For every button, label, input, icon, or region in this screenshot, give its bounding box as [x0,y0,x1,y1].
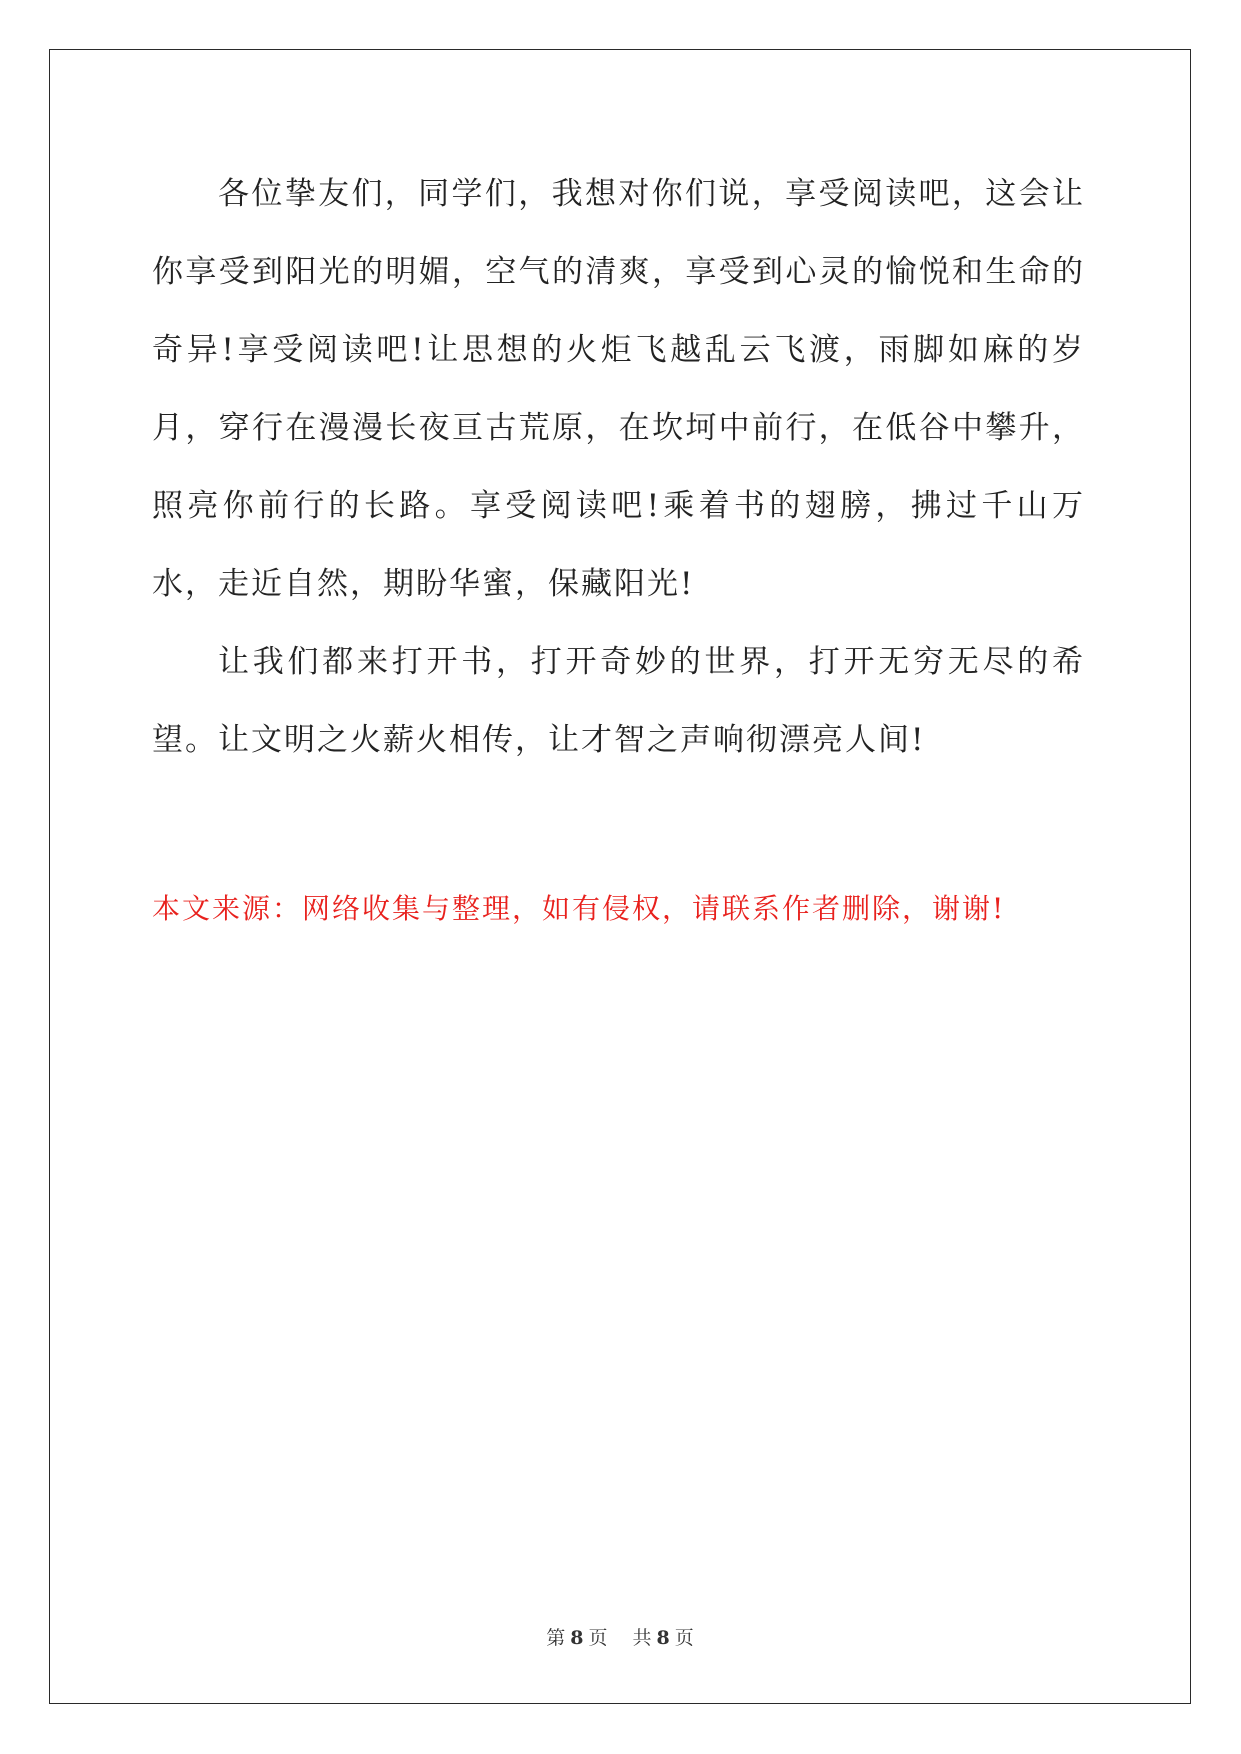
footer-page-unit: 页 [588,1627,609,1649]
body-paragraph-2: 让我们都来打开书，打开奇妙的世界，打开无穷无尽的希望。让文明之火薪火相传，让才智之声响彻漂亮人间! [152,644,1085,758]
footer-total-pages: 8 [656,1627,671,1649]
footer-total-unit: 页 [674,1627,695,1649]
footer-page-number: 8 [570,1627,585,1649]
footer-page-prefix: 第 [546,1627,567,1649]
body-paragraph-1: 各位挚友们，同学们，我想对你们说，享受阅读吧，这会让你享受到阳光的明媚，空气的清爽，享受到心灵的愉悦和生命的奇异!享受阅读吧!让思想的火炬飞越乱云飞渡，雨脚如麻的岁月，穿行在漫漫长夜亘古荒原，在坎坷中前行，在低谷中攀升，照亮你前行的长路。享受阅读吧!乘着书的翅膀，拂过千山万水，走近自然，期盼华蜜，保藏阳光! [152,176,1085,602]
page-footer [0,1623,1241,1650]
source-note: 本文来源：网络收集与整理，如有侵权，请联系作者删除，谢谢! [152,892,1006,925]
document-body [152,155,1085,779]
footer-total-prefix: 共 [632,1627,653,1649]
